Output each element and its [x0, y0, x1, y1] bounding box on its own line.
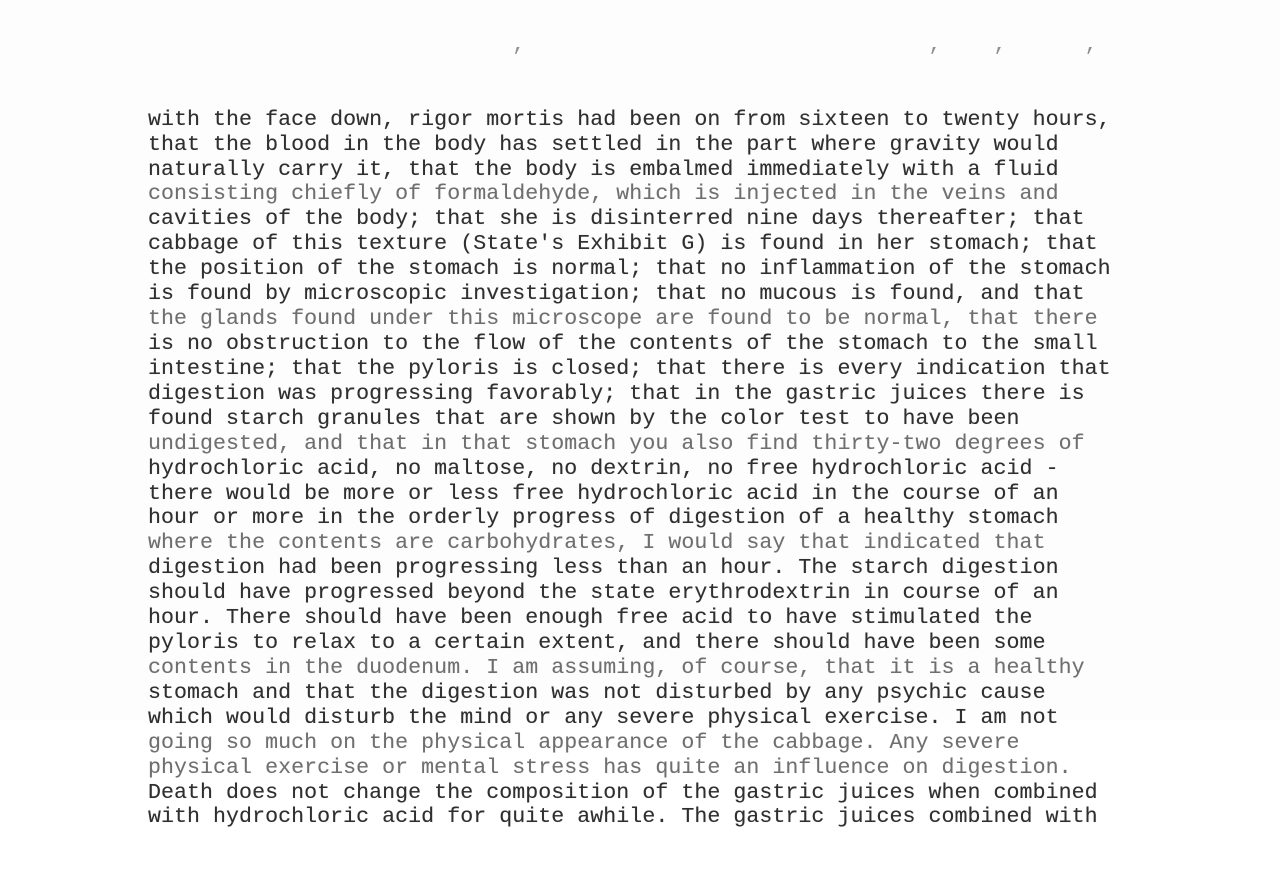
text-line: undigested, and that in that stomach you also find thirty-two degrees of: [148, 431, 1085, 456]
text-line: stomach and that the digestion was not disturbed by any psychic cause: [148, 680, 1046, 705]
text-line: the glands found under this microscope are found to be normal, that there: [148, 307, 1098, 332]
text-line: intestine; that the pyloris is closed; that there is every indication that: [148, 356, 1111, 381]
text-line: the position of the stomach is normal; that no inflammation of the stomach: [148, 257, 1111, 282]
clipped-previous-line-remnants: , , , ,: [148, 32, 1098, 57]
text-line: hour or more in the orderly progress of digestion of a healthy stomach: [148, 506, 1059, 531]
text-line: going so much on the physical appearance of the cabbage. Any severe: [148, 730, 1020, 755]
text-line: Death does not change the composition of the gastric juices when combined: [148, 780, 1098, 805]
text-line: there would be more or less free hydrochloric acid in the course of an: [148, 481, 1059, 506]
text-line: which would disturb the mind or any severe physical exercise. I am not: [148, 705, 1059, 730]
text-line: with hydrochloric acid for quite awhile. The gastric juices combined with: [148, 805, 1098, 830]
text-line: found starch granules that are shown by the color test to have been: [148, 406, 1020, 431]
text-line: pyloris to relax to a certain extent, and there should have been some: [148, 631, 1046, 656]
text-line: consisting chiefly of formaldehyde, which is injected in the veins and: [148, 182, 1059, 207]
text-line: is found by microscopic investigation; that no mucous is found, and that: [148, 282, 1085, 307]
text-line: cabbage of this texture (State's Exhibit G) is found in her stomach; that: [148, 232, 1098, 257]
text-line: where the contents are carbohydrates, I would say that indicated that: [148, 531, 1046, 556]
text-line: with the face down, rigor mortis had been on from sixteen to twenty hours,: [148, 107, 1111, 132]
text-line: digestion was progressing favorably; that in the gastric juices there is: [148, 381, 1085, 406]
text-line: hydrochloric acid, no maltose, no dextrin, no free hydrochloric acid -: [148, 456, 1059, 481]
text-line: digestion had been progressing less than an hour. The starch digestion: [148, 556, 1059, 581]
text-lines-container: [148, 108, 1138, 831]
text-line: hour. There should have been enough free acid to have stimulated the: [148, 606, 1033, 631]
text-line: naturally carry it, that the body is embalmed immediately with a fluid: [148, 157, 1059, 182]
text-line: cavities of the body; that she is disinterred nine days thereafter; that: [148, 207, 1085, 232]
text-line: contents in the duodenum. I am assuming, of course, that it is a healthy: [148, 655, 1085, 680]
text-line: that the blood in the body has settled in the part where gravity would: [148, 132, 1059, 157]
text-line: is no obstruction to the flow of the contents of the stomach to the small: [148, 331, 1098, 356]
typewriter-text-block: [148, 0, 1138, 880]
text-line: should have progressed beyond the state erythrodextrin in course of an: [148, 581, 1059, 606]
text-line: physical exercise or mental stress has quite an influence on digestion.: [148, 755, 1072, 780]
